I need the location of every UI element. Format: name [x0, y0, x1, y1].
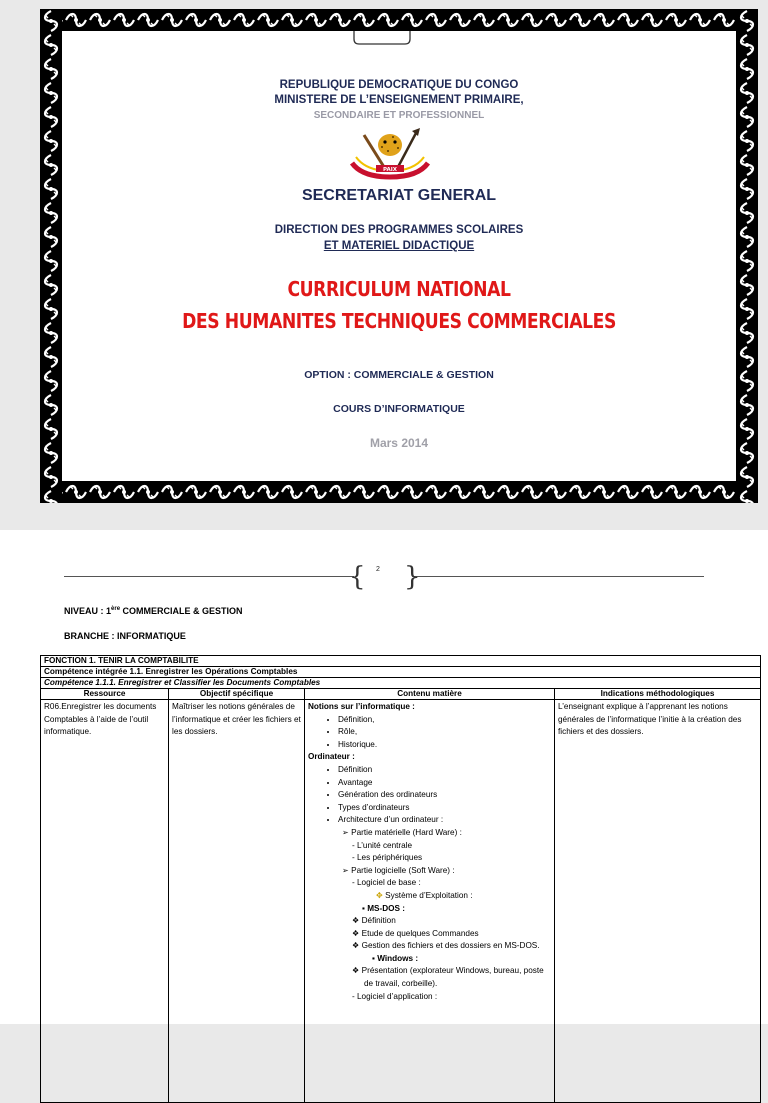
diamond-bullet-icon: ❖	[352, 941, 362, 951]
ressource-cell: R06.Enregistrer les documents Comptables à l’aide de l’outil informatique.	[41, 700, 169, 1103]
option-title: OPTION : COMMERCIALE & GESTION	[304, 369, 494, 381]
decorative-border-right	[736, 9, 758, 503]
table-row	[41, 700, 761, 1103]
objectif-cell: Maîtriser les notions générales de l’informatique et créer les fichiers et les dossiers.	[169, 700, 305, 1103]
ministry-title: MINISTERE DE L’ENSEIGNEMENT PRIMAIRE,	[274, 94, 524, 106]
ordinateur-list	[308, 764, 551, 827]
emblem-motto: PAIX	[382, 167, 398, 173]
list-item: - Logiciel de base :	[352, 878, 421, 888]
table-row	[41, 678, 761, 689]
content-page	[0, 530, 768, 1024]
ministry-subtitle: SECONDAIRE ET PROFESSIONNEL	[313, 110, 485, 121]
list-item: - L’unité centrale	[352, 840, 413, 850]
border-pattern-right	[736, 9, 758, 503]
contenu-cell	[305, 700, 555, 1103]
competence-row: Compétence 1.1.1. Enregistrer et Classifier les Documents Comptables	[41, 678, 761, 689]
list-item-label: Etude de quelques Commandes	[361, 928, 479, 938]
table-header-row	[41, 689, 761, 700]
decorative-border-bottom	[40, 481, 758, 503]
arrow-bullet-icon: ➢	[342, 865, 352, 875]
list-item: • Génération des ordinateurs	[338, 789, 551, 802]
cover-page	[40, 9, 758, 503]
diamond-bullet-icon: ❖	[352, 928, 362, 938]
table-row	[41, 656, 761, 667]
list-item-label: Windows :	[377, 953, 419, 963]
list-item: • Avantage	[338, 777, 551, 790]
curriculum-title-line-2: DES HUMANITES TECHNIQUES COMMERCIALES	[182, 309, 616, 333]
curriculum-title-line-1: CURRICULUM NATIONAL	[287, 277, 511, 301]
column-header: Ressource	[41, 689, 169, 700]
coat-of-arms-icon	[342, 127, 438, 181]
curriculum-table	[40, 655, 761, 1103]
page-number: 2	[376, 566, 380, 573]
right-brace-icon: }	[404, 562, 421, 592]
list-item: - Logiciel d’application :	[352, 991, 438, 1001]
left-brace-icon: {	[349, 562, 366, 592]
fonction-row: FONCTION 1. TENIR LA COMPTABILITE	[41, 656, 761, 667]
list-item-label: Partie logicielle (Soft Ware) :	[351, 865, 455, 875]
ordinateur-heading: Ordinateur :	[308, 752, 355, 762]
competence-integree-row: Compétence intégrée 1.1. Enregistrer les Opérations Comptables	[41, 667, 761, 678]
table-row	[41, 667, 761, 678]
secretariat-title: SECRETARIAT GENERAL	[301, 187, 497, 204]
list-item	[308, 965, 551, 990]
header-tab-icon	[350, 31, 414, 47]
diamond-bullet-icon: ❖	[352, 916, 362, 926]
list-item	[308, 890, 551, 903]
niveau-label: NIVEAU : 1	[64, 606, 112, 616]
cover-date: Mars 2014	[369, 436, 429, 450]
list-item: • Rôle,	[338, 726, 551, 739]
notions-list	[308, 714, 551, 752]
border-pattern-left	[40, 9, 62, 503]
notions-heading: Notions sur l’informatique :	[308, 702, 415, 711]
list-item-label: Présentation (explorateur Windows, bureau, poste de travail, corbeille).	[361, 966, 544, 989]
flower-bullet-icon: ✥	[376, 890, 386, 900]
niveau-superscript: ère	[111, 606, 121, 612]
republic-title: REPUBLIQUE DEMOCRATIQUE DU CONGO	[279, 79, 519, 91]
niveau-rest: COMMERCIALE & GESTION	[120, 606, 243, 616]
list-item-label: MS-DOS :	[367, 903, 405, 913]
direction-title-line-2: ET MATERIEL DIDACTIQUE	[323, 240, 475, 252]
list-item	[308, 953, 551, 966]
list-item: • Définition,	[338, 714, 551, 727]
header-rule-left	[64, 576, 354, 577]
list-item-label: Partie matérielle (Hard Ware) :	[351, 827, 462, 837]
list-item	[308, 903, 551, 916]
indications-cell: L’enseignant explique à l’apprenant les notions générales de l’informatique l’initie à la création des fichiers et des dossiers.	[555, 700, 761, 1103]
diamond-bullet-icon: ❖	[352, 966, 362, 976]
decorative-border-top	[40, 9, 758, 31]
list-item	[308, 915, 551, 928]
list-item: • Architecture d’un ordinateur :	[338, 814, 551, 827]
course-title: COURS D’INFORMATIQUE	[333, 403, 465, 415]
square-bullet-icon: ▪	[362, 903, 368, 913]
list-item: • Types d’ordinateurs	[338, 802, 551, 815]
list-item-label: Définition	[361, 916, 396, 926]
column-header: Objectif spécifique	[169, 689, 305, 700]
branche-line: BRANCHE : INFORMATIQUE	[64, 631, 186, 641]
list-item	[308, 827, 551, 840]
list-item: • Historique.	[338, 739, 551, 752]
direction-title-line-1: DIRECTION DES PROGRAMMES SCOLAIRES	[274, 224, 524, 236]
list-item-label: Gestion des fichiers et des dossiers en MS-DOS.	[361, 941, 540, 951]
list-item: • Définition	[338, 764, 551, 777]
list-item-label: Système d’Exploitation :	[385, 890, 473, 900]
border-pattern-bottom	[40, 481, 758, 503]
column-header: Indications méthodologiques	[555, 689, 761, 700]
column-header: Contenu matière	[305, 689, 555, 700]
header-rule-right	[412, 576, 704, 577]
border-pattern-top	[40, 9, 758, 31]
list-item: - Les périphériques	[352, 853, 423, 863]
list-item	[308, 928, 551, 941]
list-item	[308, 940, 551, 953]
square-bullet-icon: ▪	[372, 953, 378, 963]
arrow-bullet-icon: ➢	[342, 827, 352, 837]
list-item	[308, 865, 551, 878]
decorative-border-left	[40, 9, 62, 503]
niveau-line	[64, 606, 243, 616]
